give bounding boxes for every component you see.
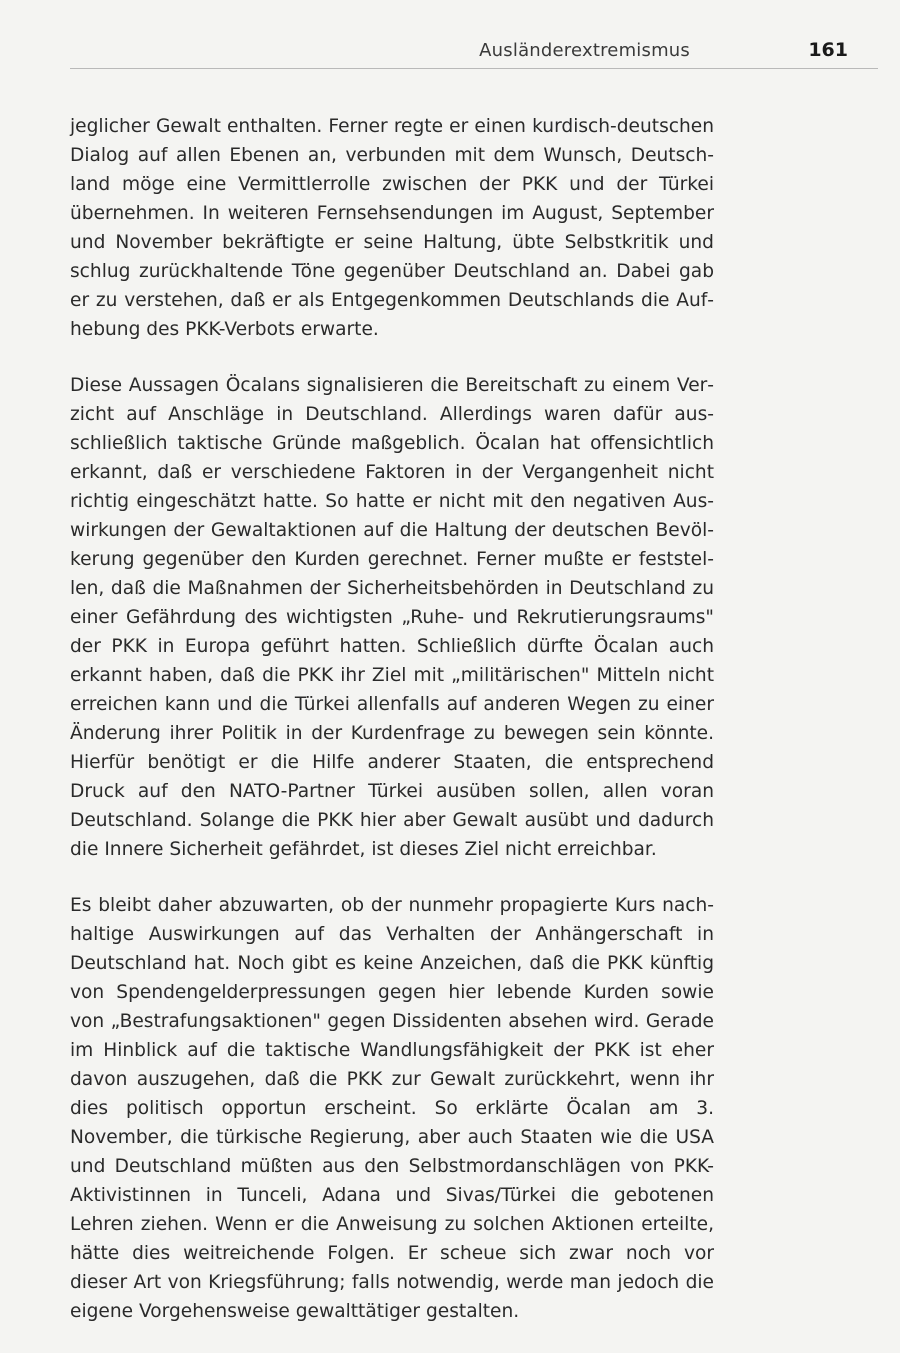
header-rule <box>70 68 878 69</box>
page-header <box>70 36 878 70</box>
page-number: 161 <box>808 39 848 61</box>
paragraph: Es bleibt daher abzuwarten, ob der nunmehr propagierte Kurs nachhaltige Auswirkungen auf das Verhalten der Anhängerschaft in Deutschland hat. Noch gibt es keine Anzeichen, daß die PKK künftig von Spendengelderpressungen gegen hier lebende Kurden sowie von „Bestrafungsaktionen" gegen Dissidenten absehen wird. Gerade im Hinblick auf die taktische Wandlungsfähigkeit der PKK ist eher davon auszugehen, daß die PKK zur Gewalt zurückkehrt, wenn ihr dies politisch opportun erscheint. So erklärte Öcalan am 3. November, die türkische Regierung, aber auch Staaten wie die USA und Deutschland müßten aus den Selbstmordanschlägen von PKK-Aktivistinnen in Tunceli, Adana und Sivas/Türkei die gebotenen Lehren ziehen. Wenn er die Anweisung zu solchen Aktionen erteilte, hätte dies weitreichende Folgen. Er scheue sich zwar noch vor dieser Art von Kriegsführung; falls notwendig, werde man jedoch die eigene Vorgehensweise gewalttätiger gestalten. <box>70 895 714 1322</box>
paragraph: jeglicher Gewalt enthalten. Ferner regte er einen kurdisch-deutschen Dialog auf allen Ebenen an, verbunden mit dem Wunsch, Deutschland möge eine Vermittlerrolle zwischen der PKK und der Türkei übernehmen. In weiteren Fernsehsendungen im August, September und November bekräftigte er seine Haltung, übte Selbstkritik und schlug zurückhaltende Töne gegenüber Deutschland an. Dabei gab er zu verstehen, daß er als Entgegenkommen Deutschlands die Aufhebung des PKK-Verbots erwarte. <box>70 116 714 340</box>
body-text <box>70 112 714 1353</box>
paragraph: Diese Aussagen Öcalans signalisieren die Bereitschaft zu einem Verzicht auf Anschläge in Deutschland. Allerdings waren dafür ausschließlich taktische Gründe maßgeblich. Öcalan hat offensichtlich erkannt, daß er verschiedene Faktoren in der Vergangenheit nicht richtig eingeschätzt hatte. So hatte er nicht mit den negativen Auswirkungen der Gewaltaktionen auf die Haltung der deutschen Bevölkerung gegenüber den Kurden gerechnet. Ferner mußte er feststellen, daß die Maßnahmen der Sicherheitsbehörden in Deutschland zu einer Gefährdung des wichtigsten „Ruhe- und Rekrutierungsraums" der PKK in Europa geführt hatten. Schließlich dürfte Öcalan auch erkannt haben, daß die PKK ihr Ziel mit „militärischen" Mitteln nicht erreichen kann und die Türkei allenfalls auf anderen Wegen zu einer Änderung ihrer Politik in der Kurdenfrage zu bewegen sein könnte. Hierfür benötigt er die Hilfe anderer Staaten, die entsprechend Druck auf den NATO-Partner Türkei ausüben sollen, allen voran Deutschland. Solange die PKK hier aber Gewalt ausübt und dadurch die Innere Sicherheit gefährdet, ist dieses Ziel nicht erreichbar. <box>70 375 714 860</box>
running-title: Ausländerextremismus <box>479 40 690 61</box>
